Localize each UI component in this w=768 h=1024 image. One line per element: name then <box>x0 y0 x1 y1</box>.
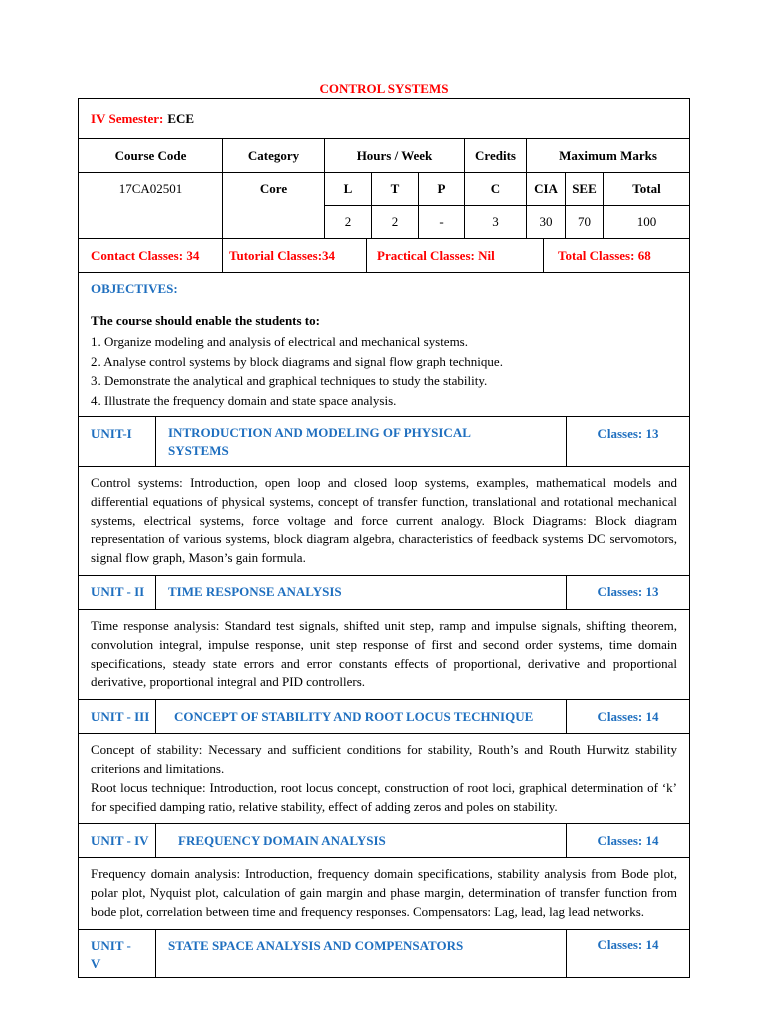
objective-item: 1. Organize modeling and analysis of electrical and mechanical systems. <box>91 334 468 349</box>
unit-3-classes: Classes: 14 <box>566 700 689 733</box>
contact-classes: Contact Classes: 34 <box>91 247 200 263</box>
unit-3-content <box>79 733 689 823</box>
hours-l-label: L <box>343 181 353 196</box>
objective-item: 2. Analyse control systems by block diagrams and signal flow graph technique. <box>91 353 503 369</box>
unit-4-title: FREQUENCY DOMAIN ANALYSIS <box>155 824 566 857</box>
unit-4-classes: Classes: 14 <box>566 824 689 857</box>
course-code-label: Course Code <box>114 147 187 163</box>
unit-4-header <box>79 823 689 857</box>
unit-3-label: UNIT - III <box>91 708 150 724</box>
course-code-value: 17CA02501 <box>79 172 222 238</box>
total-classes: Total Classes: 68 <box>543 239 689 272</box>
unit-1-label: UNIT-I <box>91 426 132 441</box>
course-header <box>79 138 689 238</box>
marks-label: Maximum Marks <box>526 139 689 172</box>
unit-1-header <box>79 416 689 466</box>
total-label: Total <box>603 173 689 205</box>
semester-row <box>79 99 689 138</box>
unit-3-title: CONCEPT OF STABILITY AND ROOT LOCUS TECHNIQUE <box>155 700 566 733</box>
unit-2-classes: Classes: 13 <box>566 576 689 609</box>
cia-label: CIA <box>526 173 565 205</box>
cia-value: 30 <box>526 206 565 238</box>
classes-row <box>79 238 689 272</box>
semester-label: IV Semester: <box>91 110 164 126</box>
hours-p-label: P <box>418 173 464 205</box>
unit-1-content <box>79 466 689 575</box>
semester-value: ECE <box>167 110 195 126</box>
see-label: SEE <box>565 173 603 205</box>
unit-4-label: UNIT - IV <box>91 832 149 848</box>
unit-4-content <box>79 857 689 928</box>
objectives-title: OBJECTIVES: <box>91 281 178 296</box>
hours-l-value: 2 <box>344 214 352 229</box>
tutorial-classes: Tutorial Classes:34 <box>222 239 366 272</box>
syllabus-table <box>78 98 690 978</box>
unit-5-title: STATE SPACE ANALYSIS AND COMPENSATORS <box>155 930 566 977</box>
unit-2-label: UNIT - II <box>91 584 145 600</box>
unit-3-header <box>79 699 689 733</box>
hours-label: Hours / Week <box>356 147 433 163</box>
unit-3-text-2: Root locus technique: Introduction, root locus concept, construction of root loci, graphical determination of ‘k’ for specified damping ratio, relative stability, effect of adding zeros and poles on stability. <box>91 779 677 814</box>
document-title: CONTROL SYSTEMS <box>319 81 449 96</box>
unit-4-text: Frequency domain analysis: Introduction, frequency domain specifications, stability analysis from Bode plot, polar plot, Nyquist plot, calculation of gain margin and phase margin, determination of transfer function from bode plot, correlation between time and frequency responses. Compensators: Lag, lead, lag lead networks. <box>91 866 677 919</box>
unit-1-text: Control systems: Introduction, open loop and closed loop systems, examples, mathematical models and differential equations of physical systems, concept of transfer function, translational and rotational mechanical systems, electrical systems, force voltage and force current analogy. Block Diagrams: Block diagram representation of various systems, block diagram algebra, characteristics of feedback systems DC servomotors, signal flow graph, Mason’s gain formula. <box>91 475 677 566</box>
credits-value: 3 <box>464 206 526 238</box>
total-value: 100 <box>603 206 689 238</box>
unit-2-title: TIME RESPONSE ANALYSIS <box>155 576 566 609</box>
unit-3-text: Concept of stability: Necessary and sufficient conditions for stability, Routh’s and Routh Hurwitz stability criterions and limitations. <box>91 742 677 776</box>
unit-5-classes: Classes: 14 <box>566 930 689 977</box>
unit-1-classes: Classes: 13 <box>566 417 689 466</box>
unit-1-title: INTRODUCTION AND MODELING OF PHYSICAL SYSTEMS <box>155 417 566 466</box>
hours-p-value: - <box>418 206 464 238</box>
credits-label: Credits <box>464 139 526 172</box>
objective-item: 4. Illustrate the frequency domain and state space analysis. <box>91 392 397 408</box>
unit-2-text: Time response analysis: Standard test signals, shifted unit step, ramp and impulse signals, shifting theorem, convolution integral, impulse response, unit step response of first and second order systems, time domain specifications, steady state errors and error constants effects of proportional, derivative and proportional derivative, proportional integral and PID controllers. <box>91 617 677 690</box>
objectives-intro: The course should enable the students to: <box>91 313 320 328</box>
unit-2-header <box>79 575 689 609</box>
objective-item: 3. Demonstrate the analytical and graphical techniques to study the stability. <box>91 373 488 388</box>
objectives-section <box>79 272 689 416</box>
practical-classes: Practical Classes: Nil <box>366 239 543 272</box>
hours-t-label: T <box>371 173 418 205</box>
unit-5-label: UNIT - V <box>91 937 131 971</box>
category-value: Core <box>223 172 324 238</box>
hours-t-value: 2 <box>371 206 418 238</box>
category-label: Category <box>247 147 300 163</box>
credits-c-label: C <box>464 173 526 205</box>
see-value: 70 <box>565 206 603 238</box>
unit-2-content <box>79 609 689 699</box>
unit-5-header <box>79 929 689 977</box>
